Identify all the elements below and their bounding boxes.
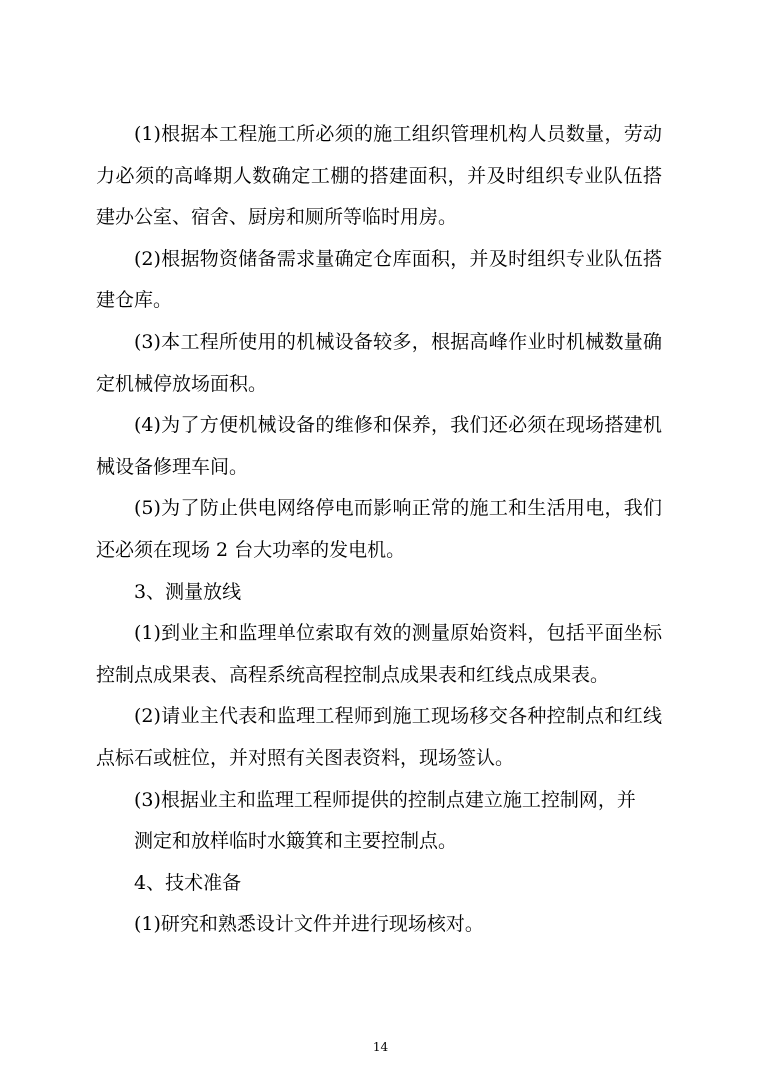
section-heading-survey: 3、测量放线 — [134, 580, 242, 603]
paragraph-control-network-continued: 测定和放样临时水簸箕和主要控制点。 — [134, 830, 458, 853]
paragraph-repair-workshop: (4)为了方便机械设备的维修和保养，我们还必须在现场搭建机械设备修理车间。 — [96, 414, 662, 478]
paragraph-generator: (5)为了防止供电网络停电而影响正常的施工和生活用电，我们还必须在现场 2 台大功率的发电机。 — [96, 497, 662, 561]
paragraph-design-review: (1)研究和熟悉设计文件并进行现场核对。 — [134, 913, 484, 936]
section-heading-technical: 4、技术准备 — [134, 871, 242, 894]
paragraph-control-points: (2)请业主代表和监理工程师到施工现场移交各种控制点和红线点标石或桩位，并对照有关图表资料，现场签认。 — [96, 705, 662, 769]
paragraph-control-network: (3)根据业主和监理工程师提供的控制点建立施工控制网，并 — [134, 788, 636, 811]
body-text — [96, 114, 662, 946]
paragraph-survey-data: (1)到业主和监理单位索取有效的测量原始资料，包括平面坐标控制点成果表、高程系统高程控制点成果表和红线点成果表。 — [96, 622, 662, 686]
page-number: 14 — [372, 1040, 389, 1054]
paragraph-warehouse: (2)根据物资储备需求量确定仓库面积，并及时组织专业队伍搭建仓库。 — [96, 247, 662, 312]
paragraph-machinery-parking: (3)本工程所使用的机械设备较多，根据高峰作业时机械数量确定机械停放场面积。 — [96, 330, 662, 395]
paragraph-temporary-housing: (1)根据本工程施工所必须的施工组织管理机构人员数量，劳动力必须的高峰期人数确定工棚的搭建面积，并及时组织专业队伍搭建办公室、宿舍、厨房和厕所等临时用房。 — [96, 123, 662, 229]
